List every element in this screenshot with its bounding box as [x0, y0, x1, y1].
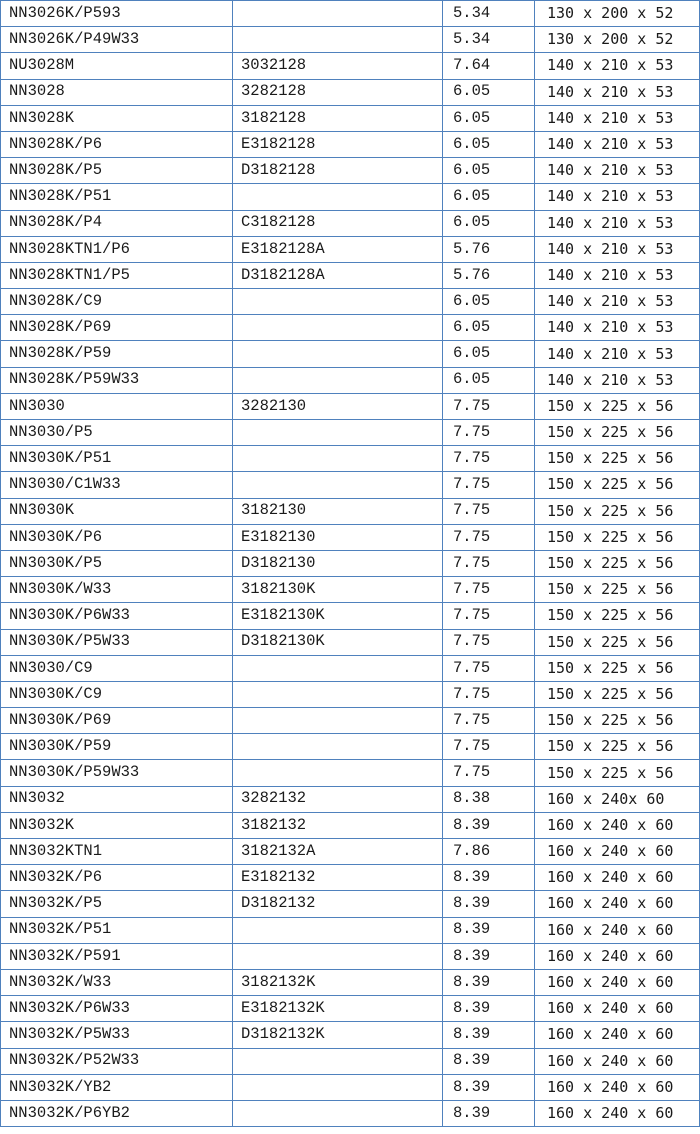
code-cell: 3282128	[233, 79, 443, 105]
code-cell: 3182132K	[233, 969, 443, 995]
code-cell: D3182128A	[233, 262, 443, 288]
table-row	[1, 839, 700, 865]
table-row	[1, 262, 700, 288]
table-row	[1, 603, 700, 629]
code-cell	[233, 289, 443, 315]
model-cell: NN3032K/P6YB2	[1, 1100, 233, 1126]
weight-cell: 8.39	[443, 996, 535, 1022]
model-cell: NN3030K/P59	[1, 734, 233, 760]
model-cell: NN3030/C1W33	[1, 472, 233, 498]
dimensions-cell: 140 x 210 x 53	[535, 341, 700, 367]
dimensions-cell: 140 x 210 x 53	[535, 184, 700, 210]
weight-cell: 6.05	[443, 131, 535, 157]
weight-cell: 8.39	[443, 1074, 535, 1100]
dimensions-cell: 140 x 210 x 53	[535, 236, 700, 262]
model-cell: NN3028K	[1, 105, 233, 131]
code-cell: E3182132K	[233, 996, 443, 1022]
model-cell: NN3030K/P5W33	[1, 629, 233, 655]
code-cell	[233, 1100, 443, 1126]
dimensions-cell: 150 x 225 x 56	[535, 603, 700, 629]
weight-cell: 8.39	[443, 865, 535, 891]
weight-cell: 7.75	[443, 577, 535, 603]
code-cell: 3282132	[233, 786, 443, 812]
code-cell: E3182130K	[233, 603, 443, 629]
model-cell: NN3032K	[1, 812, 233, 838]
weight-cell: 5.34	[443, 27, 535, 53]
weight-cell: 7.75	[443, 655, 535, 681]
weight-cell: 8.39	[443, 917, 535, 943]
code-cell	[233, 655, 443, 681]
model-cell: NN3032K/P6W33	[1, 996, 233, 1022]
code-cell	[233, 184, 443, 210]
weight-cell: 5.34	[443, 1, 535, 27]
dimensions-cell: 150 x 225 x 56	[535, 446, 700, 472]
code-cell	[233, 1074, 443, 1100]
code-cell	[233, 734, 443, 760]
dimensions-cell: 160 x 240 x 60	[535, 943, 700, 969]
table-row	[1, 1074, 700, 1100]
table-row	[1, 420, 700, 446]
model-cell: NN3032KTN1	[1, 839, 233, 865]
weight-cell: 6.05	[443, 105, 535, 131]
code-cell: 3282130	[233, 393, 443, 419]
dimensions-cell: 160 x 240 x 60	[535, 1100, 700, 1126]
model-cell: NN3026K/P49W33	[1, 27, 233, 53]
weight-cell: 6.05	[443, 315, 535, 341]
code-cell: D3182132	[233, 891, 443, 917]
dimensions-cell: 140 x 210 x 53	[535, 105, 700, 131]
code-cell: D3182128	[233, 158, 443, 184]
model-cell: NN3030/P5	[1, 420, 233, 446]
code-cell: 3182132	[233, 812, 443, 838]
model-cell: NN3028K/P5	[1, 158, 233, 184]
model-cell: NN3028K/C9	[1, 289, 233, 315]
table-row	[1, 577, 700, 603]
weight-cell: 8.39	[443, 1100, 535, 1126]
code-cell	[233, 917, 443, 943]
weight-cell: 6.05	[443, 367, 535, 393]
model-cell: NN3028K/P6	[1, 131, 233, 157]
dimensions-cell: 150 x 225 x 56	[535, 734, 700, 760]
model-cell: NN3030K	[1, 498, 233, 524]
table-row	[1, 27, 700, 53]
model-cell: NN3032K/YB2	[1, 1074, 233, 1100]
model-cell: NN3030K/P59W33	[1, 760, 233, 786]
dimensions-cell: 140 x 210 x 53	[535, 289, 700, 315]
code-cell	[233, 315, 443, 341]
dimensions-cell: 140 x 210 x 53	[535, 262, 700, 288]
table-row	[1, 760, 700, 786]
code-cell: 3182130K	[233, 577, 443, 603]
weight-cell: 7.75	[443, 603, 535, 629]
dimensions-cell: 150 x 225 x 56	[535, 420, 700, 446]
weight-cell: 6.05	[443, 341, 535, 367]
table-body	[1, 1, 700, 1127]
table-row	[1, 236, 700, 262]
weight-cell: 7.75	[443, 472, 535, 498]
code-cell	[233, 708, 443, 734]
dimensions-cell: 140 x 210 x 53	[535, 210, 700, 236]
table-row	[1, 210, 700, 236]
code-cell	[233, 1048, 443, 1074]
dimensions-cell: 160 x 240 x 60	[535, 839, 700, 865]
code-cell	[233, 1, 443, 27]
table-row	[1, 498, 700, 524]
weight-cell: 6.05	[443, 158, 535, 184]
model-cell: NN3032	[1, 786, 233, 812]
table-row	[1, 1, 700, 27]
model-cell: NU3028M	[1, 53, 233, 79]
dimensions-cell: 160 x 240 x 60	[535, 917, 700, 943]
dimensions-cell: 160 x 240 x 60	[535, 1074, 700, 1100]
code-cell: 3182132A	[233, 839, 443, 865]
code-cell: E3182128	[233, 131, 443, 157]
dimensions-cell: 150 x 225 x 56	[535, 655, 700, 681]
dimensions-cell: 150 x 225 x 56	[535, 498, 700, 524]
table-row	[1, 891, 700, 917]
model-cell: NN3032K/P5	[1, 891, 233, 917]
model-cell: NN3028K/P69	[1, 315, 233, 341]
table-row	[1, 681, 700, 707]
model-cell: NN3032K/P51	[1, 917, 233, 943]
code-cell: 3032128	[233, 53, 443, 79]
weight-cell: 7.75	[443, 498, 535, 524]
table-row	[1, 1048, 700, 1074]
weight-cell: 7.75	[443, 629, 535, 655]
code-cell: 3182128	[233, 105, 443, 131]
model-cell: NN3028KTN1/P6	[1, 236, 233, 262]
code-cell: E3182132	[233, 865, 443, 891]
weight-cell: 7.75	[443, 708, 535, 734]
table-row	[1, 708, 700, 734]
dimensions-cell: 160 x 240 x 60	[535, 812, 700, 838]
code-cell	[233, 760, 443, 786]
table-row	[1, 943, 700, 969]
dimensions-cell: 160 x 240 x 60	[535, 865, 700, 891]
code-cell: D3182130	[233, 550, 443, 576]
dimensions-cell: 160 x 240x 60	[535, 786, 700, 812]
table-row	[1, 393, 700, 419]
dimensions-cell: 140 x 210 x 53	[535, 131, 700, 157]
weight-cell: 6.05	[443, 184, 535, 210]
model-cell: NN3028K/P59W33	[1, 367, 233, 393]
dimensions-cell: 150 x 225 x 56	[535, 524, 700, 550]
weight-cell: 7.75	[443, 681, 535, 707]
model-cell: NN3030K/P51	[1, 446, 233, 472]
table-row	[1, 734, 700, 760]
model-cell: NN3032K/P5W33	[1, 1022, 233, 1048]
weight-cell: 7.75	[443, 734, 535, 760]
table-row	[1, 996, 700, 1022]
weight-cell: 7.64	[443, 53, 535, 79]
table-row	[1, 367, 700, 393]
weight-cell: 7.86	[443, 839, 535, 865]
table-row	[1, 158, 700, 184]
code-cell	[233, 27, 443, 53]
weight-cell: 8.39	[443, 1022, 535, 1048]
code-cell: D3182132K	[233, 1022, 443, 1048]
dimensions-cell: 160 x 240 x 60	[535, 1022, 700, 1048]
table-row	[1, 315, 700, 341]
code-cell	[233, 341, 443, 367]
dimensions-cell: 150 x 225 x 56	[535, 629, 700, 655]
weight-cell: 5.76	[443, 262, 535, 288]
model-cell: NN3030K/C9	[1, 681, 233, 707]
model-cell: NN3030K/P69	[1, 708, 233, 734]
model-cell: NN3026K/P593	[1, 1, 233, 27]
model-cell: NN3032K/P6	[1, 865, 233, 891]
table-row	[1, 1022, 700, 1048]
table-row	[1, 655, 700, 681]
code-cell: E3182128A	[233, 236, 443, 262]
dimensions-cell: 150 x 225 x 56	[535, 393, 700, 419]
model-cell: NN3030K/P5	[1, 550, 233, 576]
weight-cell: 7.75	[443, 446, 535, 472]
dimensions-cell: 140 x 210 x 53	[535, 79, 700, 105]
dimensions-cell: 150 x 225 x 56	[535, 760, 700, 786]
model-cell: NN3032K/W33	[1, 969, 233, 995]
model-cell: NN3028K/P51	[1, 184, 233, 210]
code-cell	[233, 681, 443, 707]
table-row	[1, 812, 700, 838]
model-cell: NN3030	[1, 393, 233, 419]
model-cell: NN3028KTN1/P5	[1, 262, 233, 288]
table-row	[1, 629, 700, 655]
weight-cell: 8.38	[443, 786, 535, 812]
table-row	[1, 1100, 700, 1126]
dimensions-cell: 150 x 225 x 56	[535, 550, 700, 576]
code-cell	[233, 472, 443, 498]
code-cell	[233, 367, 443, 393]
weight-cell: 5.76	[443, 236, 535, 262]
dimensions-cell: 130 x 200 x 52	[535, 27, 700, 53]
model-cell: NN3028K/P4	[1, 210, 233, 236]
table-row	[1, 105, 700, 131]
table-row	[1, 524, 700, 550]
code-cell: D3182130K	[233, 629, 443, 655]
table-row	[1, 184, 700, 210]
code-cell	[233, 420, 443, 446]
weight-cell: 7.75	[443, 393, 535, 419]
dimensions-cell: 150 x 225 x 56	[535, 708, 700, 734]
code-cell: 3182130	[233, 498, 443, 524]
model-cell: NN3032K/P591	[1, 943, 233, 969]
weight-cell: 6.05	[443, 210, 535, 236]
code-cell: C3182128	[233, 210, 443, 236]
dimensions-cell: 160 x 240 x 60	[535, 891, 700, 917]
model-cell: NN3030K/W33	[1, 577, 233, 603]
weight-cell: 8.39	[443, 812, 535, 838]
dimensions-cell: 130 x 200 x 52	[535, 1, 700, 27]
model-cell: NN3030K/P6W33	[1, 603, 233, 629]
weight-cell: 8.39	[443, 891, 535, 917]
weight-cell: 8.39	[443, 969, 535, 995]
model-cell: NN3028K/P59	[1, 341, 233, 367]
table-row	[1, 865, 700, 891]
table-row	[1, 289, 700, 315]
dimensions-cell: 160 x 240 x 60	[535, 969, 700, 995]
weight-cell: 7.75	[443, 524, 535, 550]
weight-cell: 8.39	[443, 943, 535, 969]
code-cell	[233, 446, 443, 472]
code-cell: E3182130	[233, 524, 443, 550]
table-row	[1, 53, 700, 79]
dimensions-cell: 140 x 210 x 53	[535, 158, 700, 184]
table-row	[1, 131, 700, 157]
weight-cell: 7.75	[443, 420, 535, 446]
table-row	[1, 550, 700, 576]
weight-cell: 8.39	[443, 1048, 535, 1074]
weight-cell: 7.75	[443, 550, 535, 576]
dimensions-cell: 140 x 210 x 53	[535, 367, 700, 393]
dimensions-cell: 160 x 240 x 60	[535, 1048, 700, 1074]
table-row	[1, 472, 700, 498]
table-row	[1, 446, 700, 472]
dimensions-cell: 150 x 225 x 56	[535, 681, 700, 707]
weight-cell: 6.05	[443, 79, 535, 105]
code-cell	[233, 943, 443, 969]
weight-cell: 7.75	[443, 760, 535, 786]
model-cell: NN3030/C9	[1, 655, 233, 681]
model-cell: NN3028	[1, 79, 233, 105]
dimensions-cell: 140 x 210 x 53	[535, 53, 700, 79]
model-cell: NN3032K/P52W33	[1, 1048, 233, 1074]
weight-cell: 6.05	[443, 289, 535, 315]
table-row	[1, 969, 700, 995]
table-row	[1, 79, 700, 105]
table-row	[1, 917, 700, 943]
model-cell: NN3030K/P6	[1, 524, 233, 550]
table-row	[1, 341, 700, 367]
table-row	[1, 786, 700, 812]
dimensions-cell: 150 x 225 x 56	[535, 472, 700, 498]
dimensions-cell: 160 x 240 x 60	[535, 996, 700, 1022]
dimensions-cell: 150 x 225 x 56	[535, 577, 700, 603]
dimensions-cell: 140 x 210 x 53	[535, 315, 700, 341]
